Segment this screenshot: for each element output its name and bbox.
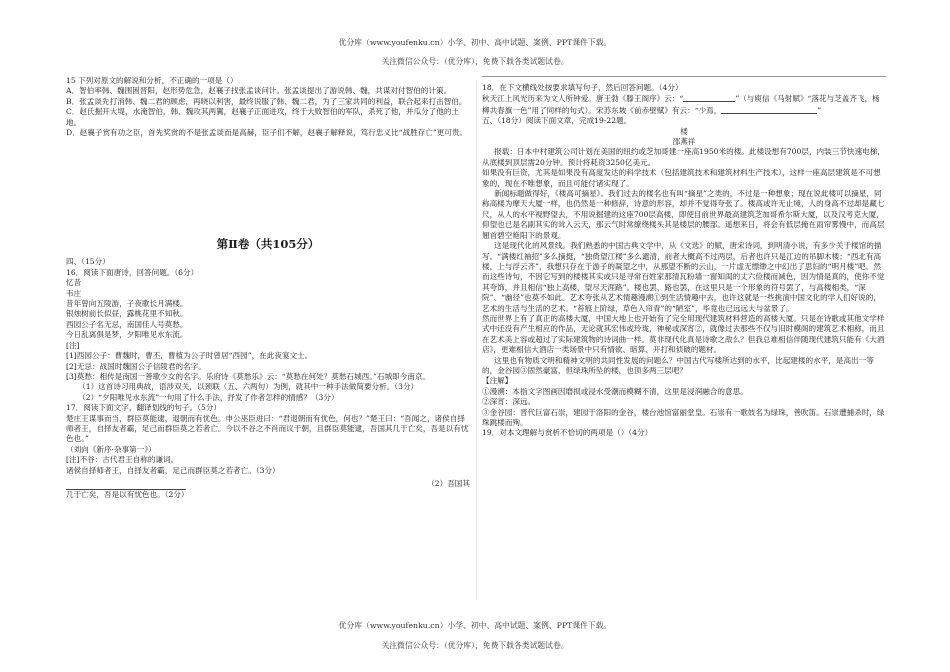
poem-author: 韦庄 <box>66 288 82 298</box>
q17-source: （刘向《新序·杂事第一》） <box>66 444 156 454</box>
left-column <box>66 76 470 500</box>
zhujie-item: ②深宵：深远。 <box>482 397 536 407</box>
article-paragraph: 报载：日本中村建筑公司计划在美国的纽约或芝加哥建一座高1950米的楼。此楼设想有700层，内装三节快速电梯，从底楼到顶层需20分钟。预计将耗资3250亿美元。 <box>482 147 885 167</box>
part5-label: 五、（18分）阅读下面文章，完成19-22题。 <box>482 116 632 126</box>
blank-2[interactable] <box>721 105 817 114</box>
q17-text: 楚庄王谋事而当，群臣莫能逮，退朝而有忧色。申公巫臣进曰：“君退朝而有忧色，何也？”楚王曰：“吾闻之，诸侯自择师者王，自择友者霸，足己而群臣莫之若者亡。今以不谷之不肖而议于朝，且群臣莫能逮，吾国其几于亡矣，吾是以有忧色也。” <box>66 413 469 444</box>
q15-option-b: B．张孟谈先打消韩、魏二君的顾虑，再晓以利害，最终说服了韩、魏二君，为了三家共同的利益，联合起来打击智伯。 <box>66 96 467 106</box>
q16-sub1: （1）这首诗习用典故，语涉双关，以颈联（五、六两句）为例，就其中一种手法做简要分析。（3分） <box>78 382 419 392</box>
poem-title: 忆昔 <box>66 278 82 288</box>
article-paragraph: 然而世界上有了真正的高楼大厦，中国大地上也开始有了完全用现代建筑材料营造的高楼大厦。只是在诗歌或其他文学样式中还没有产生相应的作品，无论就其宏伟或玲珑，神秘或深宵②，就像过去那些不仅与旧时模阁的建筑艺术相称，而且在艺术美上容或超过了实际建筑物的诗词曲一样。莫非现代化真是诗歌之敌么？但我总难相信伴随现代建筑只能有《大酒店》，更难相信大酒店一类场景中只有情欲、暗算、开打和侦破的题材。 <box>482 313 885 355</box>
q19-stem: 19．对本文理解与赏析不恰切的两项是（）（4分） <box>482 428 653 438</box>
q18-text-part1: 秋天江上风光历来为文人所钟爱。唐王勃《滕王阁序》云：“ <box>482 94 684 104</box>
q15-option-a: A．智伯率韩、魏围困晋阳，赵形势危急，赵襄子找张孟谈问计。张孟谈提出了游说韩、魏，共谋对付智伯的计策。 <box>66 86 452 96</box>
q17-stem: 17．阅读下面文字，翻译划线的句子。（5分） <box>66 403 221 413</box>
q15-option-c: C．赵氏掘开大堤，水淹智伯，韩、魏攻其两翼，赵襄子正面进攻，终于大败智伯的军队，杀死了他，并瓜分了他的土地。 <box>66 107 460 127</box>
poem-line: 今日乱离俱是梦，夕阳唯见水东流。 <box>66 330 188 340</box>
article-paragraph: 新闻标题做得好，《楼高可摘星》。我们过去的楼名也有叫“摘星”之类的，不过是一种想象；现在说此楼可以摘星，同称高楼为摩天大厦一样，也仍然是一种修辞，诗意的形容，却并不觉得夸张了。楼高或许无止境，人的身高不过却是藏七尺，从人的水平视野望去，不用说掘建的这座700层高楼，即使目前世界最高建筑芝加哥希尔斯大厦，以及汉考克大厦，仰望也已是名副其实的耸入云天，那云气时常缭绕楼头其是楼层的腰部。遥想来日，将会有低层掩在雨帘雾慢中，而高层翘首碧空艳阳下的景观。 <box>482 189 885 240</box>
q18-text-part3: ” <box>817 105 822 115</box>
q17-sub1: 诸侯自择师者王，自择友者霸，足己而群臣莫之若者亡。（3分） <box>66 465 280 475</box>
q18-text <box>482 93 886 116</box>
footer-line-2: 关注微信公众号：（优分库），免费下载各类试题试卷。 <box>381 641 569 650</box>
note-item: [3]莫愁：相传是南国一善歌少女的名字。乐府诗《莫愁乐》云：“莫愁在何处？莫愁石城西。”石城即今南京。 <box>66 371 431 381</box>
header-line-2: 关注微信公众号：（优分库），免费下载各类试题试卷。 <box>381 57 569 66</box>
article-title: 楼 <box>680 126 688 136</box>
poem-line: 昔年曾向五陵游，子夜歌长月满楼。 <box>66 299 188 309</box>
zhujie-item: ①漫溯：本指文字图画因磨损或浸水受潮而模糊不清，这里是浸润融合的意思。 <box>482 386 748 396</box>
column-divider <box>476 80 477 600</box>
zhujie-label: 【注解】 <box>482 376 513 386</box>
q18-stem: 18．在下文横线处按要求填写句子，然后回答问题。（4分） <box>482 83 683 92</box>
poem-line: 西园公子名无忌，南国佳人号莫愁。 <box>66 319 188 329</box>
note-item: [2]无忌：战国时魏国公子信陵君的名字。 <box>66 361 206 371</box>
q16-sub2: （2）“夕阳唯见水东流”一句用了什么手法，抒发了作者怎样的情感？（3分） <box>78 392 339 402</box>
q15-stem: 15 下列对原文的解说和分析，不正确的一项是（） <box>66 76 238 85</box>
top-rule <box>482 76 886 77</box>
poem-line: 银烛树前长似昼，露桃花里不知秋。 <box>66 309 188 319</box>
article-paragraph: 如果没有巨资，尤其是如果没有高度发达的科学技术（包括建筑技术和建筑材料生产技术），这样一座高层建筑是不可想象的，现在不唯想象，而且可能付诸实现了。 <box>482 168 881 188</box>
right-column <box>482 76 886 439</box>
zhujie-item: ③金谷园：晋代巨富石崇，建园于洛阳的金谷，楼台池馆富丽堂皇。石崇有一歌妓名为绿珠，善吹笛。石崇遭捕杀时，绿珠跳楼而殉。 <box>482 407 885 427</box>
q18-text-part2: ”（与庾信《马射赋》“落花与芝盖齐飞，杨柳共春旗一色”用了同样的句式）。宋苏东坡《前赤壁赋》有云：“少焉， <box>482 94 880 115</box>
answer-line <box>66 489 186 490</box>
note-item: [1]西园公子：曹魏时，曹丕，曹植为公子时曾居“西园”，在此夜宴文士。 <box>66 351 313 361</box>
header-line-1: 优分库（www.youfenku.cn）小学、初中、高中试题、案例、PPT课件下载。 <box>338 38 612 47</box>
blank-1[interactable] <box>683 93 735 102</box>
q16-stem: 16．阅读下面唐诗，回答问题。（6分） <box>66 267 199 277</box>
article-paragraph: 这是现代化的风景线。我们熟悉的中国古典文学中，从《文选》的赋，唐宋诗词，到明清小说，有多少关于楼馆的描写。“满楼红袖招”多么摘挺，“独倚望江楼”多么谴清，前者大概高不过两层，后者也许只是江边的吊脚木楼；“西北有高楼，上与浮云齐”，我想只存在于游子的凝望之中，从那望不断的云山，一片虚无缥缈之中幻出了思妇的“明月楼”吧。然而这些诗句，不因它写到的楼楼其实或只是寻常百姓家那清瓦粉墙一窗知闺的丈六俭楼而减色，因为情是真的，使你不觉其夸饰，并且相信“独上高楼，望尽天涯路”。楼也罢，路也罢，在这里只是一个形象的符号罢了，与高楼相类，“深院”、“幽径”也莫不如此。艺术夸张从艺术情趣漫溯①到生活情趣中去，也许这就是一些挑演中国文化的学人们好说的，艺术的生活与生活的艺术。“苔痕上阶绿，草色入帘青”的“陋室”，毕竟也已远远大与盆景了。 <box>482 241 885 313</box>
q17-sub2-tail: （2）吾国其 <box>427 478 470 488</box>
part4-label: 四、（15分） <box>66 257 110 267</box>
notes-label: [注] <box>66 340 80 350</box>
section-title: 第Ⅱ卷（共105分） <box>216 237 320 252</box>
footer-line-1: 优分库（www.youfenku.cn）小学、初中、高中试题、案例、PPT课件下载。 <box>338 621 612 630</box>
article-paragraph: 这里也有物质文明和精神文明的共同性发展的问题么？中国古代写楼所达到的水平，比起建楼的水平，是高出一等的，金谷园③固然豪富，但绿珠所坠的楼，也顶多两三层吧？ <box>482 355 874 375</box>
q17-note: [注]不谷：古代君王自称的谦词。 <box>66 455 179 465</box>
q15-option-d: D．赵襄子赏有功之臣，首先奖赏的不是张孟谈而是高赫，臣子们不解，赵襄子解释说，笃行忠义比“战胜存亡”更可贵。 <box>66 128 468 138</box>
q17-sub2-line: 几于亡矣，吾是以有忧色也。（2分） <box>66 489 189 499</box>
article-author: 邵燕祥 <box>672 137 696 147</box>
